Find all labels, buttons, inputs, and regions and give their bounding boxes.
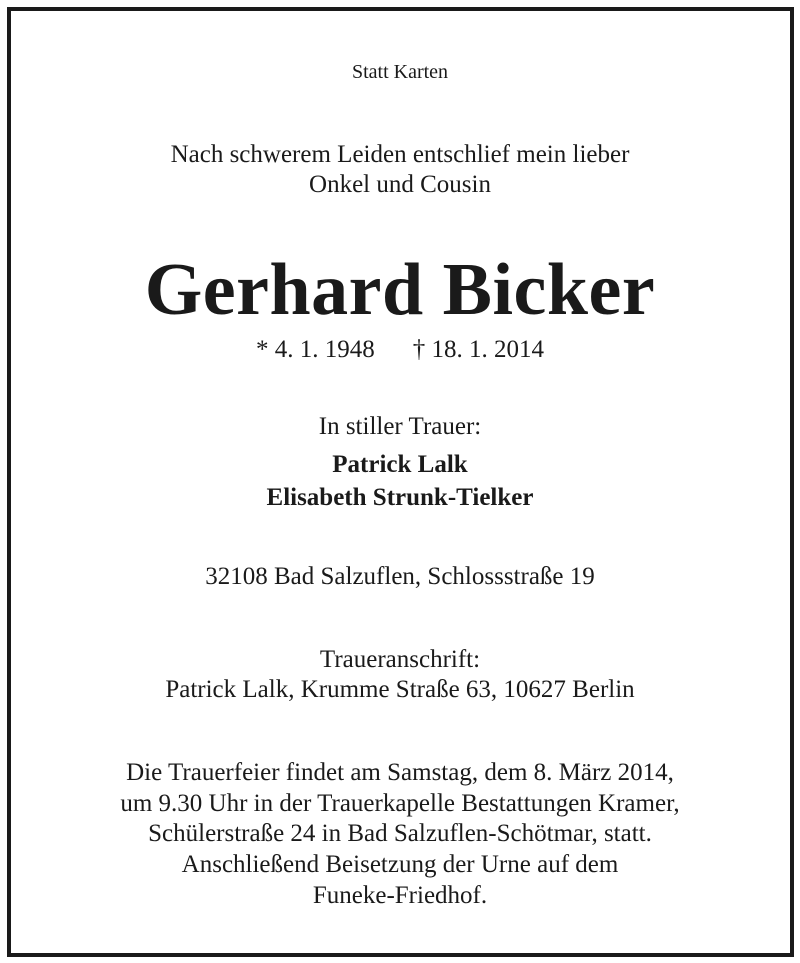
ceremony-line-4: Anschließend Beisetzung der Urne auf dem [181,851,619,878]
deceased-name: Gerhard Bicker [144,249,656,331]
ceremony-line-2: um 9.30 Uhr in der Trauerkapelle Bestattungen Kramer, [120,790,680,817]
life-dates [0,334,800,366]
mourning-address-heading: Traueranschrift: [319,646,481,673]
ceremony-line-3: Schülerstraße 24 in Bad Salzuflen-Schötmar, statt. [148,820,652,847]
death-date: † 18. 1. 2014 [412,336,544,363]
mourners-address: 32108 Bad Salzuflen, Schlossstraße 19 [205,563,595,590]
mourners-heading: In stiller Trauer: [318,413,482,440]
statt-karten-label: Statt Karten [351,61,449,83]
ceremony-line-1: Die Trauerfeier findet am Samstag, dem 8. März 2014, [126,759,674,786]
intro-line-2: Onkel und Cousin [309,171,491,198]
mourner-name-1: Patrick Lalk [332,451,468,478]
ceremony-line-5: Funeke-Friedhof. [312,882,488,909]
mourner-name-2: Elisabeth Strunk-Tielker [266,484,534,511]
birth-date: * 4. 1. 1948 [256,336,375,363]
intro-line-1: Nach schwerem Leiden entschlief mein lieber [170,141,630,168]
mourning-address-line: Patrick Lalk, Krumme Straße 63, 10627 Berlin [165,676,635,703]
